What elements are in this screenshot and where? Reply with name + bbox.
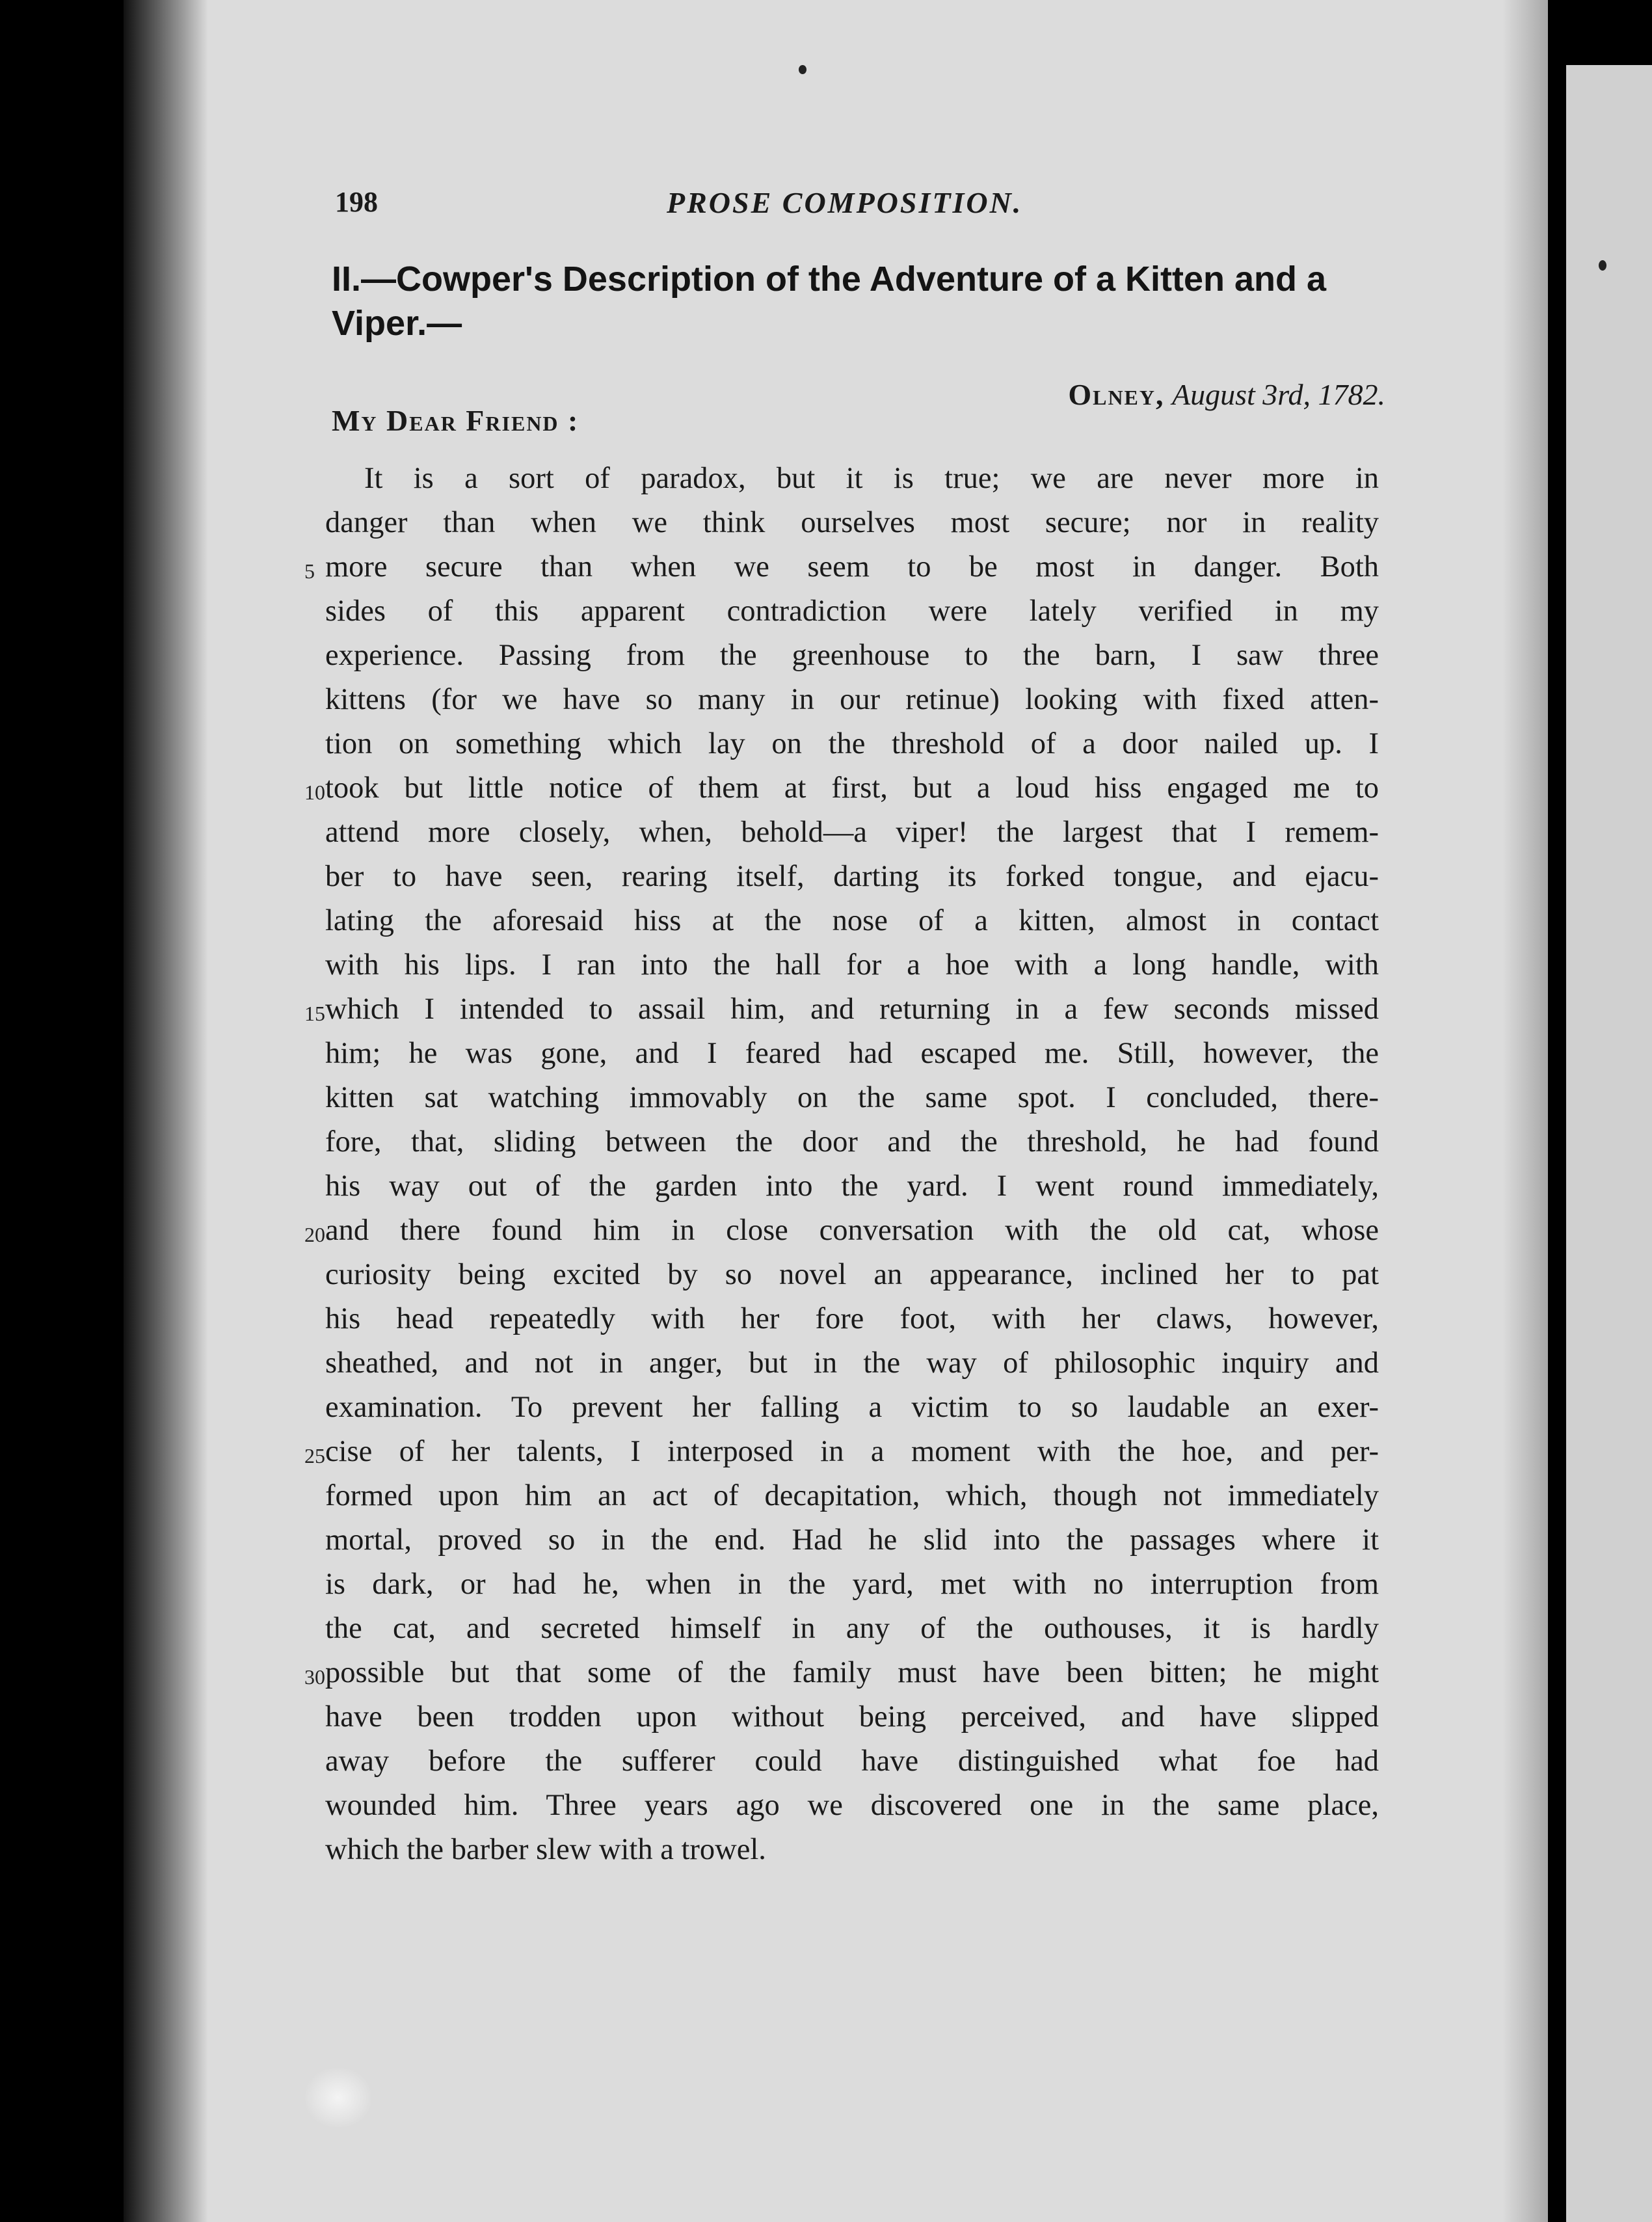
- running-head: PROSE COMPOSITION.: [667, 186, 1023, 219]
- next-page-edge: [1566, 65, 1652, 2222]
- letter-salutation: My Dear Friend :: [332, 404, 580, 437]
- text-line: [325, 501, 1379, 545]
- text-line: [325, 1076, 1379, 1120]
- text-line: [325, 1032, 1379, 1076]
- line-number: 5: [304, 559, 315, 583]
- text-line: [325, 1828, 1379, 1872]
- line-text: examination. To prevent her falling a victim to so laudable an exer-: [325, 1391, 1379, 1424]
- text-line: [304, 987, 1379, 1032]
- page-edge: [1502, 0, 1548, 2222]
- line-text: more secure than when we seem to be most in danger. Both: [325, 550, 1379, 583]
- line-text: which the barber slew with a trowel.: [325, 1833, 766, 1866]
- text-line: [325, 1739, 1379, 1784]
- line-number: 15: [304, 1002, 325, 1025]
- text-line: [325, 1120, 1379, 1164]
- text-line: [304, 545, 1379, 589]
- line-text: took but little notice of them at first, but a loud hiss engaged me to: [325, 771, 1379, 805]
- text-line: [325, 810, 1379, 855]
- text-line: [304, 1651, 1379, 1695]
- line-text: curiosity being excited by so novel an appearance, inclined her to pat: [325, 1258, 1379, 1291]
- section-title: II.—Cowper's Description of the Adventure of a Kitten and a Viper.—: [332, 260, 1327, 343]
- text-line: [325, 1253, 1379, 1297]
- line-number: 20: [304, 1223, 325, 1246]
- line-text: is dark, or had he, when in the yard, met with no interruption from: [325, 1568, 1379, 1601]
- line-number: 25: [304, 1444, 325, 1467]
- text-line: [325, 1784, 1379, 1828]
- text-line: [304, 766, 1379, 810]
- text-line: [325, 1518, 1379, 1562]
- line-text: kitten sat watching immovably on the same spot. I concluded, there-: [325, 1081, 1379, 1114]
- text-line: [325, 899, 1379, 943]
- line-text: tion on something which lay on the threshold of a door nailed up. I: [325, 727, 1379, 760]
- line-text: his way out of the garden into the yard. I went round immediately,: [325, 1170, 1379, 1203]
- text-line: [325, 1695, 1379, 1739]
- text-line: [325, 855, 1379, 899]
- line-number: 10: [304, 781, 325, 804]
- text-line: [325, 1385, 1379, 1430]
- text-line: [325, 943, 1379, 987]
- line-text: cise of her talents, I interposed in a moment with the hoe, and per-: [325, 1435, 1379, 1468]
- line-text: It is a sort of paradox, but it is true; we are never more in: [364, 462, 1379, 495]
- page-number: 198: [335, 186, 378, 218]
- letter-body: [304, 457, 1379, 1872]
- text-line: [325, 1562, 1379, 1607]
- text-line: [325, 1607, 1379, 1651]
- text-line: [325, 722, 1379, 766]
- line-text: attend more closely, when, behold—a viper! the largest that I remem-: [325, 816, 1379, 849]
- text-line: [325, 1474, 1379, 1518]
- page-header: [335, 185, 1652, 237]
- text-line: [325, 1297, 1379, 1341]
- dateline-date: August 3rd, 1782.: [1172, 378, 1385, 411]
- line-text: sheathed, and not in anger, but in the way of philosophic inquiry and: [325, 1346, 1379, 1380]
- line-text: danger than when we think ourselves most secure; nor in reality: [325, 506, 1379, 539]
- line-text: fore, that, sliding between the door and the threshold, he had found: [325, 1125, 1379, 1158]
- text-line: [325, 1341, 1379, 1385]
- letter-dateline: [976, 377, 1385, 412]
- line-text: which I intended to assail him, and returning in a few seconds missed: [325, 993, 1379, 1026]
- text-line: [325, 1164, 1379, 1209]
- text-line: [325, 589, 1379, 634]
- line-text: ber to have seen, rearing itself, darting its forked tongue, and ejacu-: [325, 860, 1379, 893]
- line-text: mortal, proved so in the end. Had he slid into the passages where it: [325, 1523, 1379, 1557]
- line-text: away before the sufferer could have distinguished what foe had: [325, 1745, 1379, 1778]
- text-line: [325, 678, 1379, 722]
- text-line: [325, 457, 1379, 501]
- ink-speck: [1599, 260, 1606, 271]
- line-text: sides of this apparent contradiction were lately verified in my: [325, 595, 1379, 628]
- line-text: with his lips. I ran into the hall for a hoe with a long handle, with: [325, 948, 1379, 982]
- line-text: wounded him. Three years ago we discovered one in the same place,: [325, 1789, 1379, 1822]
- line-text: his head repeatedly with her fore foot, with her claws, however,: [325, 1302, 1379, 1335]
- line-number: 30: [304, 1665, 325, 1689]
- paper-smudge: [306, 2068, 371, 2127]
- gutter-shadow: [124, 0, 208, 2222]
- text-line: [325, 634, 1379, 678]
- dateline-place: Olney,: [1068, 378, 1165, 411]
- line-text: possible but that some of the family must have been bitten; he might: [325, 1656, 1379, 1689]
- line-text: lating the aforesaid hiss at the nose of a kitten, almost in contact: [325, 904, 1379, 937]
- line-text: the cat, and secreted himself in any of the outhouses, it is hardly: [325, 1612, 1379, 1645]
- text-line: [304, 1430, 1379, 1474]
- ink-speck: [799, 65, 806, 74]
- line-text: and there found him in close conversation with the old cat, whose: [325, 1214, 1379, 1247]
- text-line: [304, 1209, 1379, 1253]
- line-text: formed upon him an act of decapitation, which, though not immediately: [325, 1479, 1379, 1512]
- line-text: him; he was gone, and I feared had escaped me. Still, however, the: [325, 1037, 1379, 1070]
- line-text: kittens (for we have so many in our retinue) looking with fixed atten-: [325, 683, 1379, 716]
- line-text: experience. Passing from the greenhouse to the barn, I saw three: [325, 639, 1379, 672]
- line-text: have been trodden upon without being perceived, and have slipped: [325, 1700, 1379, 1733]
